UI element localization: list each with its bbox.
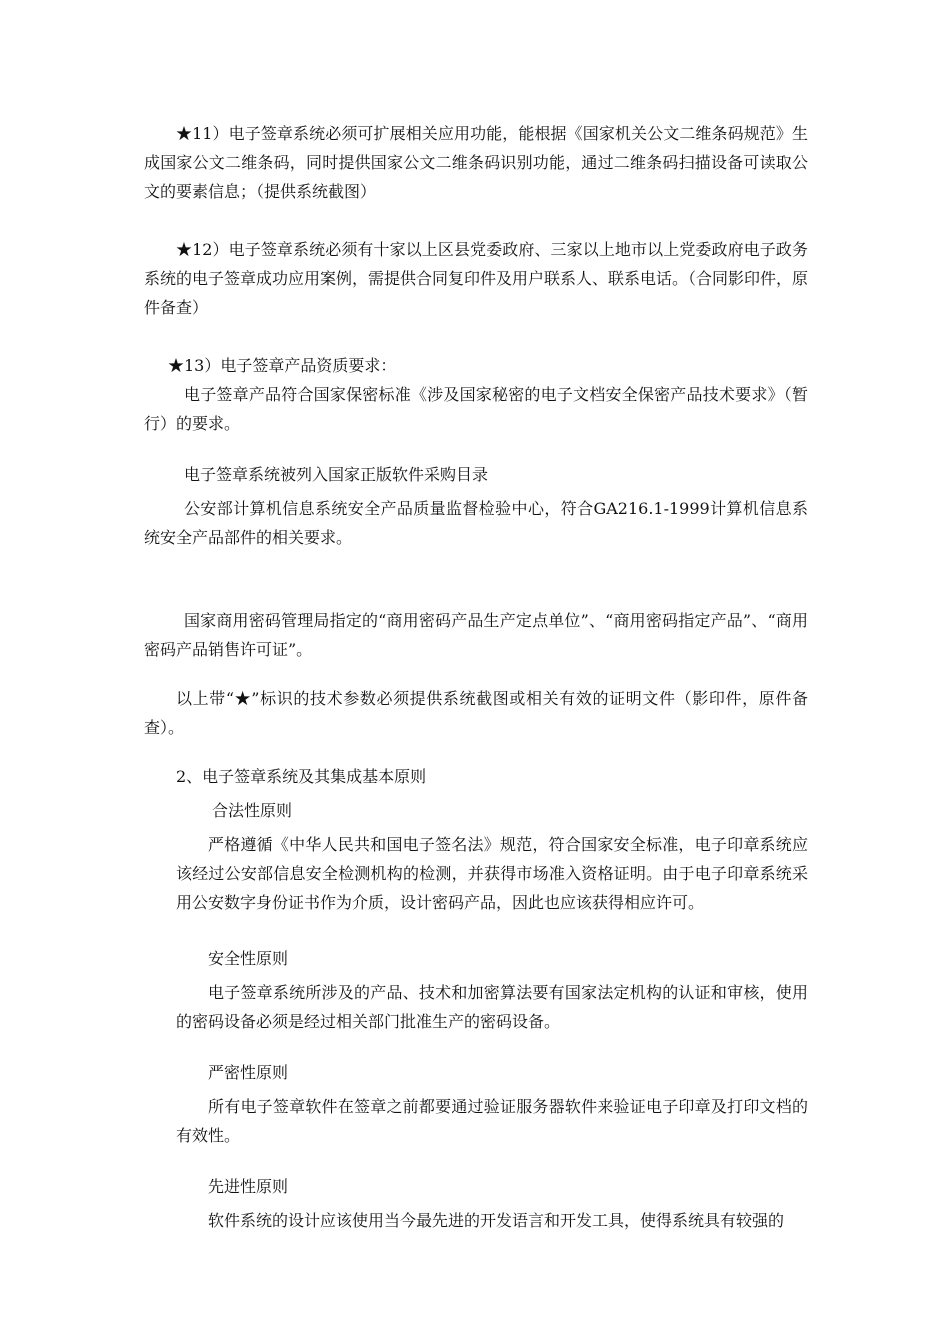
item-13-heading: ★13）电子签章产品资质要求：	[168, 356, 397, 375]
principle-security-body: 电子签章系统所涉及的产品、技术和加密算法要有国家法定机构的认证和审核，使用的密码设备必须是经过相关部门批准生产的密码设备。	[176, 983, 808, 1031]
qualification-mps-inspection: 公安部计算机信息系统安全产品质量监督检验中心，符合GA216.1-1999计算机信息系统安全产品部件的相关要求。	[144, 499, 808, 547]
qualification-secrecy: 电子签章产品符合国家保密标准《涉及国家秘密的电子文档安全保密产品技术要求》（暂行）的要求。	[144, 385, 808, 433]
principle-rigor-body: 所有电子签章软件在签章之前都要通过验证服务器软件来验证电子印章及打印文档的有效性。	[176, 1097, 808, 1145]
item-11: ★11）电子签章系统必须可扩展相关应用功能，能根据《国家机关公文二维条码规范》生成国家公文二维条码，同时提供国家公文二维条码识别功能，通过二维条码扫描设备可读取公文的要素信息；（提供系统截图）	[144, 124, 808, 201]
qualification-commercial-crypto: 国家商用密码管理局指定的“商用密码产品生产定点单位”、“商用密码指定产品”、“商用密码产品销售许可证”。	[144, 611, 808, 659]
principle-advanced-title: 先进性原则	[208, 1177, 289, 1196]
principle-legality-title: 合法性原则	[212, 801, 293, 820]
qualification-software-catalog: 电子签章系统被列入国家正版软件采购目录	[184, 465, 489, 484]
principle-legality-body: 严格遵循《中华人民共和国电子签名法》规范，符合国家安全标准，电子印章系统应该经过公安部信息安全检测机构的检测，并获得市场准入资格证明。由于电子印章系统采用公安数字身份证书作为介质，设计密码产品，因此也应该获得相应许可。	[176, 835, 808, 912]
principle-advanced-body: 软件系统的设计应该使用当今最先进的开发语言和开发工具，使得系统具有较强的	[208, 1211, 785, 1230]
section-2-heading: 2、电子签章系统及其集成基本原则	[176, 767, 427, 786]
principle-rigor-title: 严密性原则	[208, 1063, 289, 1082]
principle-security-title: 安全性原则	[208, 949, 289, 968]
star-note: 以上带“★”标识的技术参数必须提供系统截图或相关有效的证明文件（影印件，原件备查）。	[144, 689, 808, 737]
item-12: ★12）电子签章系统必须有十家以上区县党委政府、三家以上地市以上党委政府电子政务系统的电子签章成功应用案例，需提供合同复印件及用户联系人、联系电话。（合同影印件，原件备查）	[144, 240, 809, 317]
